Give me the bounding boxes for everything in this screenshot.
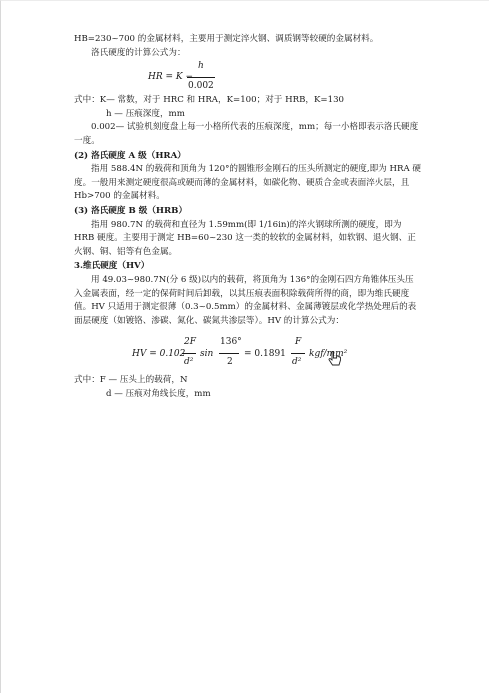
formula-lhs: HV = 0.102 bbox=[132, 349, 186, 360]
fraction-line bbox=[219, 353, 239, 354]
formula-denominator: d² bbox=[184, 357, 194, 368]
formula-hv bbox=[74, 334, 422, 374]
formula-numerator: h bbox=[198, 61, 204, 72]
hand-cursor-icon bbox=[328, 351, 342, 367]
formula-sin: sin bbox=[200, 349, 214, 360]
text-line: 式中：F — 压头上的载荷，N bbox=[74, 375, 188, 386]
section-heading: (2) 洛氏硬度 A 级（HRA） bbox=[74, 150, 186, 161]
page-content bbox=[74, 33, 422, 401]
fraction-line bbox=[291, 353, 305, 354]
text-line: 洛氏硬度的计算公式为： bbox=[91, 47, 186, 58]
text-paragraph: 指用 588.4N 的载荷和顶角为 120°的圆锥形金刚石的压头所测定的硬度,即为 HRA 硬度。一般用来测定硬度很高或硬而薄的金属材料，如碳化物、硬质合金或表面淬火层，且 Hb>700 的金属材料。 bbox=[74, 164, 422, 202]
formula-numerator: 2F bbox=[184, 337, 196, 348]
text-paragraph: 用 49.03~980.7N(分 6 级)以内的载荷，将顶角为 136°的金刚石四方角锥体压头压入金属表面，经一定的保荷时间后卸载，以其压痕表面积除载荷所得的商，即为维氏硬度值。HV 只适用于测定很薄（0.3~0.5mm）的金属材料、金属薄镀层或化学热处理后的表面层硬度（如镀铬、渗碳、氮化、碳氮共渗层等）。HV 的计算公式为： bbox=[74, 274, 417, 326]
text-paragraph: 指用 980.7N 的载荷和直径为 1.59mm(即 1/16in)的淬火钢球所测的硬度，即为 HRB 硬度。主要用于测定 HB=60~230 这一类的较软的金属材料，如软钢、退火钢、正火钢、铜、铝等有色金属。 bbox=[74, 219, 416, 257]
section-heading: (3) 洛氏硬度 B 级（HRB） bbox=[74, 205, 188, 216]
formula-unit: kgf/mm² bbox=[309, 349, 348, 360]
formula-lhs: HR = K − bbox=[148, 72, 194, 83]
formula-hr bbox=[74, 60, 422, 94]
formula-numerator: F bbox=[295, 337, 302, 348]
section-heading: 3.维氏硬度（HV） bbox=[74, 261, 150, 272]
text-paragraph: 0.002— 试验机刻度盘上每一小格所代表的压痕深度，mm；每一小格即表示洛氏硬度一度。 bbox=[74, 122, 419, 146]
fraction-line bbox=[182, 353, 196, 354]
formula-numerator: 136° bbox=[220, 337, 242, 348]
formula-denominator: 0.002 bbox=[188, 81, 214, 92]
formula-mid: = 0.1891 bbox=[244, 349, 286, 360]
formula-denominator: 2 bbox=[227, 357, 233, 368]
fraction-line bbox=[187, 77, 215, 78]
text-line: HB=230~700 的金属材料，主要用于测定淬火钢、调质钢等较硬的金属材料。 bbox=[74, 34, 379, 44]
text-line: h — 压痕深度，mm bbox=[106, 108, 185, 119]
formula-denominator: d² bbox=[292, 357, 302, 368]
text-line: d — 压痕对角线长度，mm bbox=[106, 388, 211, 399]
text-line: 式中：K— 常数，对于 HRC 和 HRA，K=100；对于 HRB，K=130 bbox=[74, 95, 345, 106]
